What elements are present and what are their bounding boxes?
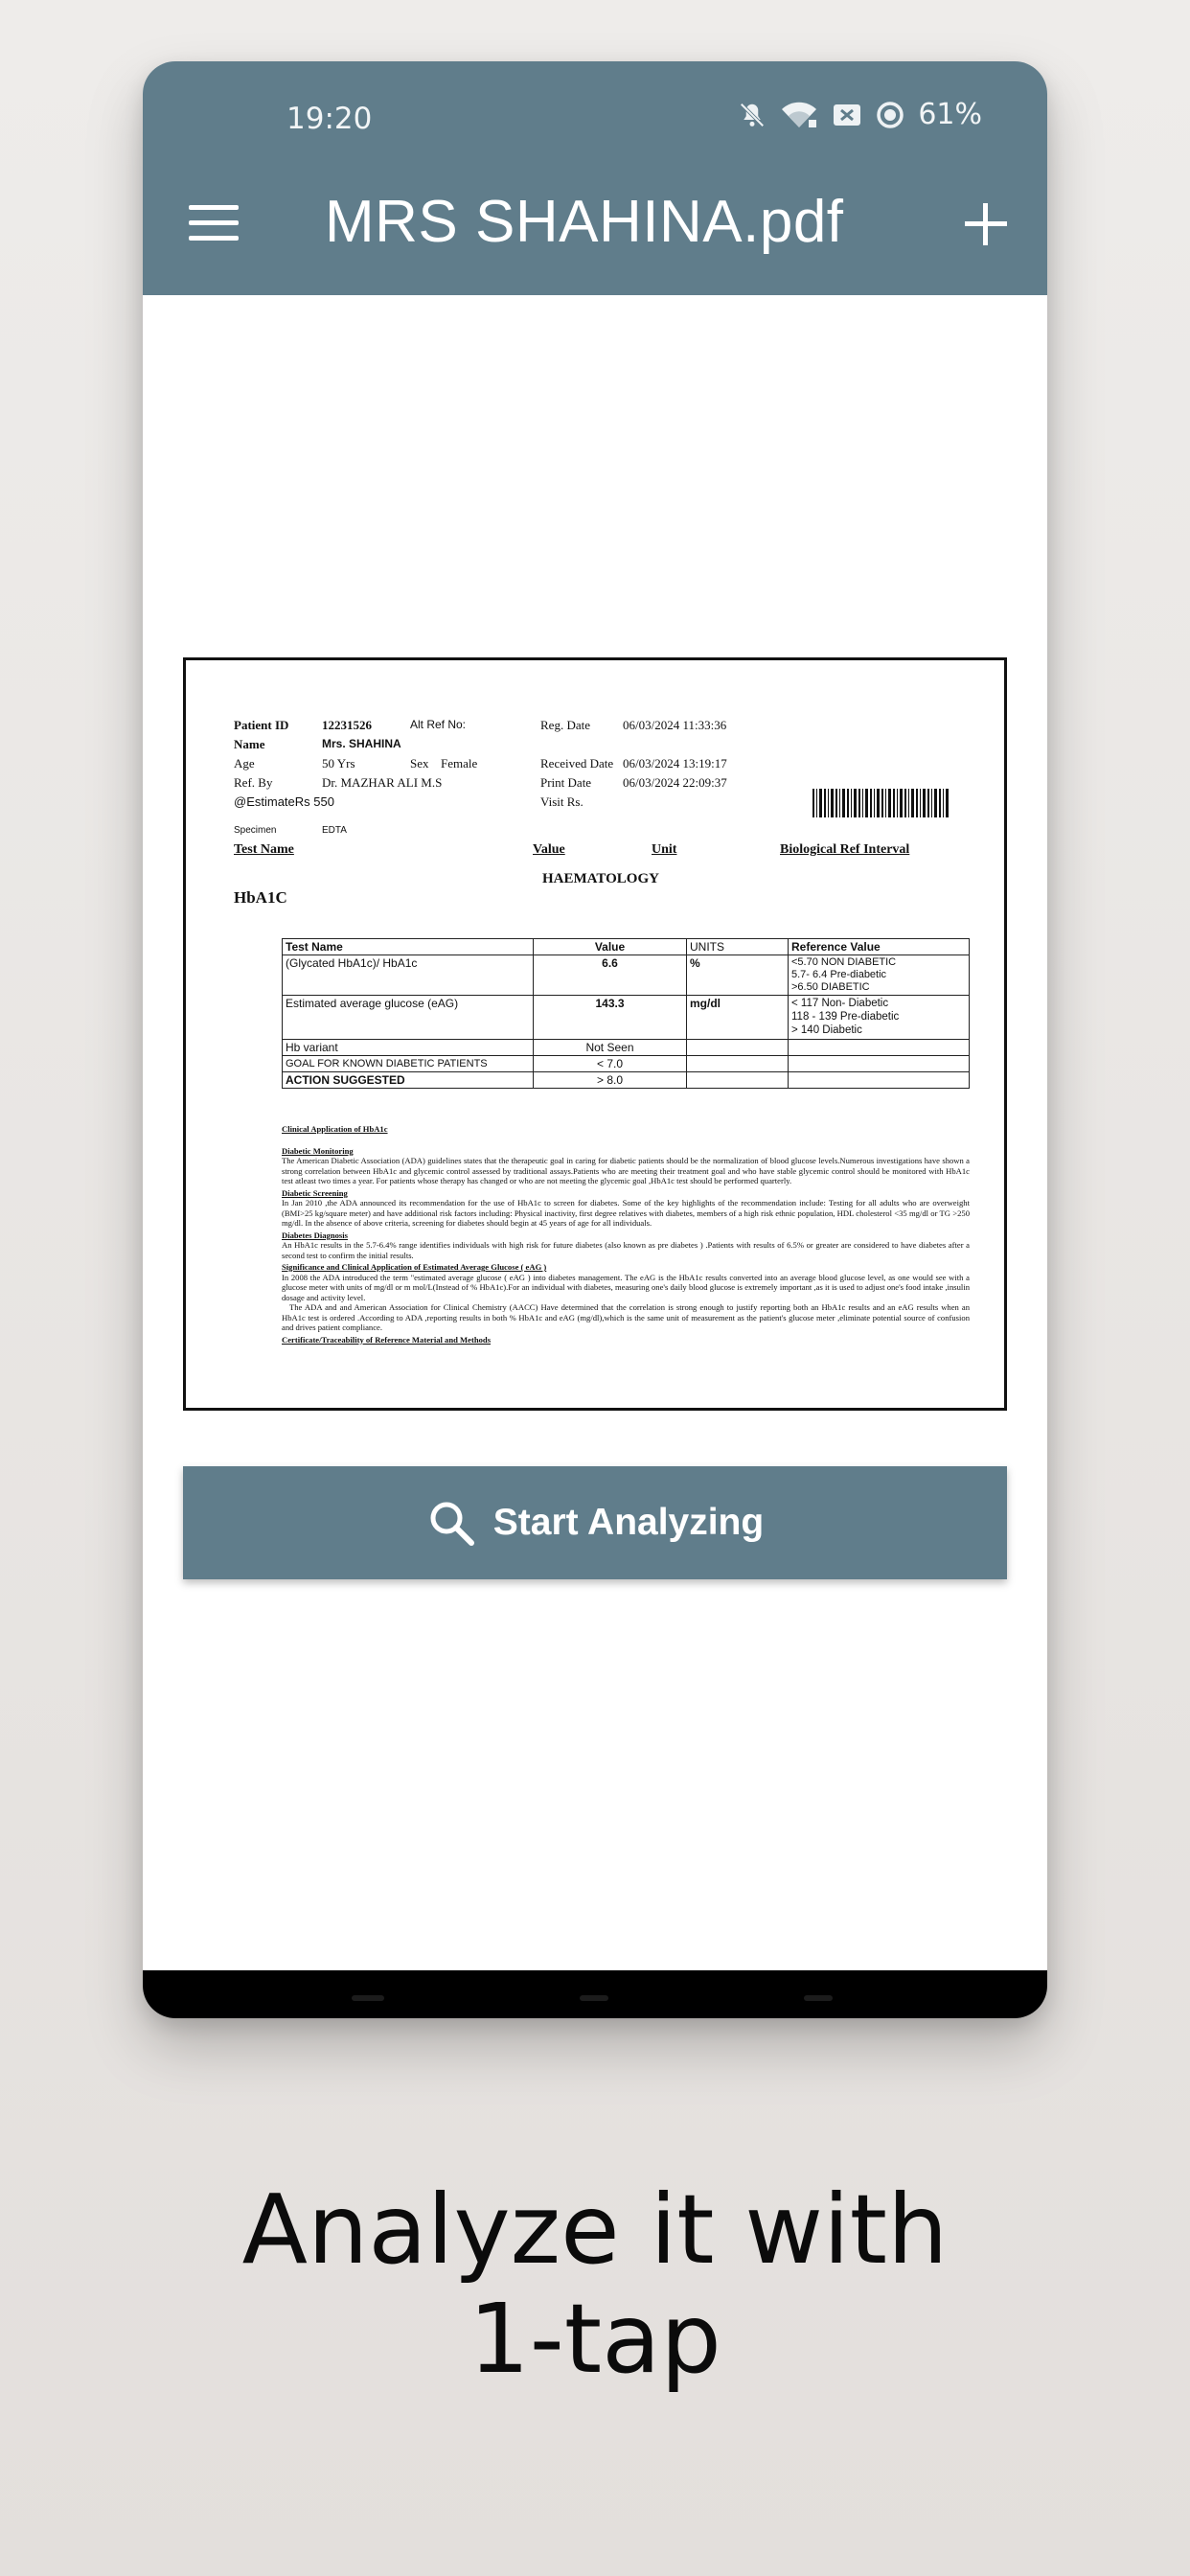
recents-button[interactable]: [352, 1995, 384, 2001]
cell-unit: [687, 1040, 789, 1056]
table-header: Reference Value: [789, 939, 970, 955]
notes-paragraph: The American Diabetic Association (ADA) guidelines states that the therapeutic goal in caring for diabetic patients should be the normalization of blood glucose levels.Numerous investigations have shown a strong correlation between HbA1c and glycemic control assessed by traditional assays.Patients who are meeting their treatment goal and who have stable glycemic control should be monitored with HbA1c test atleast two times a year. For patients whose therapy has changed or who are not meeting the glycemic goal ,HbA1c test should be performed quarterly.: [282, 1156, 970, 1185]
cell-unit: %: [687, 955, 789, 996]
cell-value: 143.3: [534, 996, 687, 1040]
cell-unit: [687, 1072, 789, 1089]
cell-test: Estimated average glucose (eAG): [283, 996, 534, 1040]
notes-paragraph: In Jan 2010 ,the ADA announced its recommendation for the use of HbA1c to screen for diabetes. Some of the key highlights of the recommendation include: Testing for all adults who are overweight (BMI>25 kg/square meter) and have additional risk factors including: Physical inactivity, first degree relatives with diabetes, members of a high risk ethnic population, HDL cholesterol <35 mg/dl or TG >250 mg/dl. In the absence of above criteria, screening for diabetes should begin at 45 years of age for all individuals.: [282, 1198, 970, 1228]
cell-ref: [789, 1056, 970, 1072]
phone-frame: [143, 61, 1047, 2018]
cell-unit: [687, 1056, 789, 1072]
name-label: Name: [234, 737, 265, 751]
table-header-row: [283, 939, 970, 955]
cell-value: > 8.0: [534, 1072, 687, 1089]
patient-name: Mrs. SHAHINA: [322, 737, 401, 750]
system-nav-bar: [143, 1970, 1047, 2018]
data-saver-icon: [876, 101, 904, 129]
mute-icon: [738, 101, 767, 129]
caption-line: Analyze it with: [241, 2174, 949, 2286]
print-date: 06/03/2024 22:09:37: [623, 775, 727, 790]
age: 50 Yrs: [322, 756, 355, 770]
cell-ref: < 117 Non- Diabetic 118 - 139 Pre-diabetic > 140 Diabetic: [789, 996, 970, 1040]
table-header: Value: [534, 939, 687, 955]
cell-test: GOAL FOR KNOWN DIABETIC PATIENTS: [283, 1056, 534, 1072]
table-row: [283, 996, 970, 1040]
start-analyzing-label: Start Analyzing: [492, 1502, 765, 1543]
col-unit: Unit: [652, 842, 677, 857]
wifi-icon: [780, 101, 818, 129]
col-value: Value: [533, 842, 565, 857]
cell-unit: mg/dl: [687, 996, 789, 1040]
start-analyzing-button[interactable]: [183, 1466, 1007, 1579]
table-header: UNITS: [687, 939, 789, 955]
visit-label: Visit Rs.: [540, 794, 584, 809]
notes-heading: Diabetic Monitoring: [282, 1145, 354, 1156]
battery-level: 61%: [918, 98, 982, 131]
caption-line: 1-tap: [469, 2283, 721, 2395]
search-icon: [426, 1498, 476, 1548]
specimen-label: Specimen: [234, 825, 277, 836]
sex: Female: [441, 756, 478, 770]
notes-paragraph: The ADA and and American Association for Clinical Chemistry (AACC) Have determined that the correlation is strong enough to justify reporting both an HbA1c results and an eAG results when an HbA1c test is ordered .According to ADA ,reporting results in both % HbA1c and eAG (mg/dl),which is the same unit of measurement as the patient's glucose meter ,eliminate potential source of confusion and drives patient compliance.: [282, 1302, 970, 1332]
marketing-caption: [0, 2175, 1190, 2394]
patient-id-label: Patient ID: [234, 718, 289, 732]
received-label: Received Date: [540, 756, 614, 770]
ref-by-label: Ref. By: [234, 775, 273, 790]
age-label: Age: [234, 756, 255, 770]
col-test-name: Test Name: [234, 842, 294, 857]
status-time: 19:20: [286, 102, 373, 136]
plus-icon[interactable]: [963, 201, 1009, 247]
cell-ref: [789, 1072, 970, 1089]
document-title: MRS SHAHINA.pdf: [325, 189, 844, 255]
notes-paragraph: In 2008 the ADA introduced the term "estimated average glucose ( eAG ) into diabetes management. The eAG is the HbA1c results converted into an average blood glucose level, as one would see with a glucose meter with units of mg/dl or m mol/L(Instead of % HbA1c).For an individual with diabetes, measuring one's daily blood glucose is extremely important ,as it is used to adjust one's food intake ,insulin dosage and activity level.: [282, 1272, 970, 1302]
cell-test: Hb variant: [283, 1040, 534, 1056]
table-row: [283, 955, 970, 996]
ref-by: Dr. MAZHAR ALI M.S: [322, 775, 443, 790]
table-header: Test Name: [283, 939, 534, 955]
notes-paragraph: An HbA1c results in the 5.7-6.4% range identifies individuals with high risk for future diabetes (also known as pre diabetes ) .Patients with results of 6.5% or greater are considered to have diabetes after a second test to confirm the initial results.: [282, 1240, 970, 1260]
specimen: EDTA: [322, 825, 347, 836]
notes-heading: Diabetic Screening: [282, 1187, 348, 1198]
reg-date: 06/03/2024 11:33:36: [623, 718, 727, 732]
cell-test: ACTION SUGGESTED: [283, 1072, 534, 1089]
menu-icon[interactable]: [189, 205, 239, 243]
notes-heading: Certificate/Traceability of Reference Material and Methods: [282, 1334, 492, 1345]
table-row: [283, 1056, 970, 1072]
reg-date-label: Reg. Date: [540, 718, 590, 732]
barcode: [812, 789, 950, 817]
received-date: 06/03/2024 13:19:17: [623, 756, 727, 770]
close-box-icon: [832, 101, 862, 129]
test-title: HbA1C: [234, 888, 287, 907]
department: HAEMATOLOGY: [542, 871, 659, 886]
cell-ref: <5.70 NON DIABETIC 5.7- 6.4 Pre-diabetic >6.50 DIABETIC: [789, 955, 970, 996]
pdf-preview[interactable]: [183, 657, 1007, 1411]
cell-value: 6.6: [534, 955, 687, 996]
table-row: [283, 1040, 970, 1056]
sex-label: Sex: [410, 756, 429, 770]
notes-heading: Diabetes Diagnosis: [282, 1230, 348, 1240]
home-button[interactable]: [580, 1995, 608, 2001]
table-row: [283, 1072, 970, 1089]
back-button[interactable]: [804, 1995, 833, 2001]
col-ref: Biological Ref Interval: [780, 842, 910, 857]
estimate: @EstimateRs 550: [234, 794, 334, 809]
notes-heading: Clinical Application of HbA1c: [282, 1124, 388, 1134]
patient-id: 12231526: [322, 718, 372, 732]
cell-ref: [789, 1040, 970, 1056]
clinical-notes: [282, 1122, 970, 1345]
app-bar: [143, 61, 1047, 295]
cell-value: < 7.0: [534, 1056, 687, 1072]
status-icons: [738, 98, 982, 131]
cell-value: Not Seen: [534, 1040, 687, 1056]
results-table: [282, 938, 970, 1089]
alt-ref-label: Alt Ref No:: [410, 718, 467, 731]
notes-heading: Significance and Clinical Application of Estimated Average Glucose ( eAG ): [282, 1262, 547, 1272]
cell-test: (Glycated HbA1c)/ HbA1c: [283, 955, 534, 996]
print-date-label: Print Date: [540, 775, 592, 790]
